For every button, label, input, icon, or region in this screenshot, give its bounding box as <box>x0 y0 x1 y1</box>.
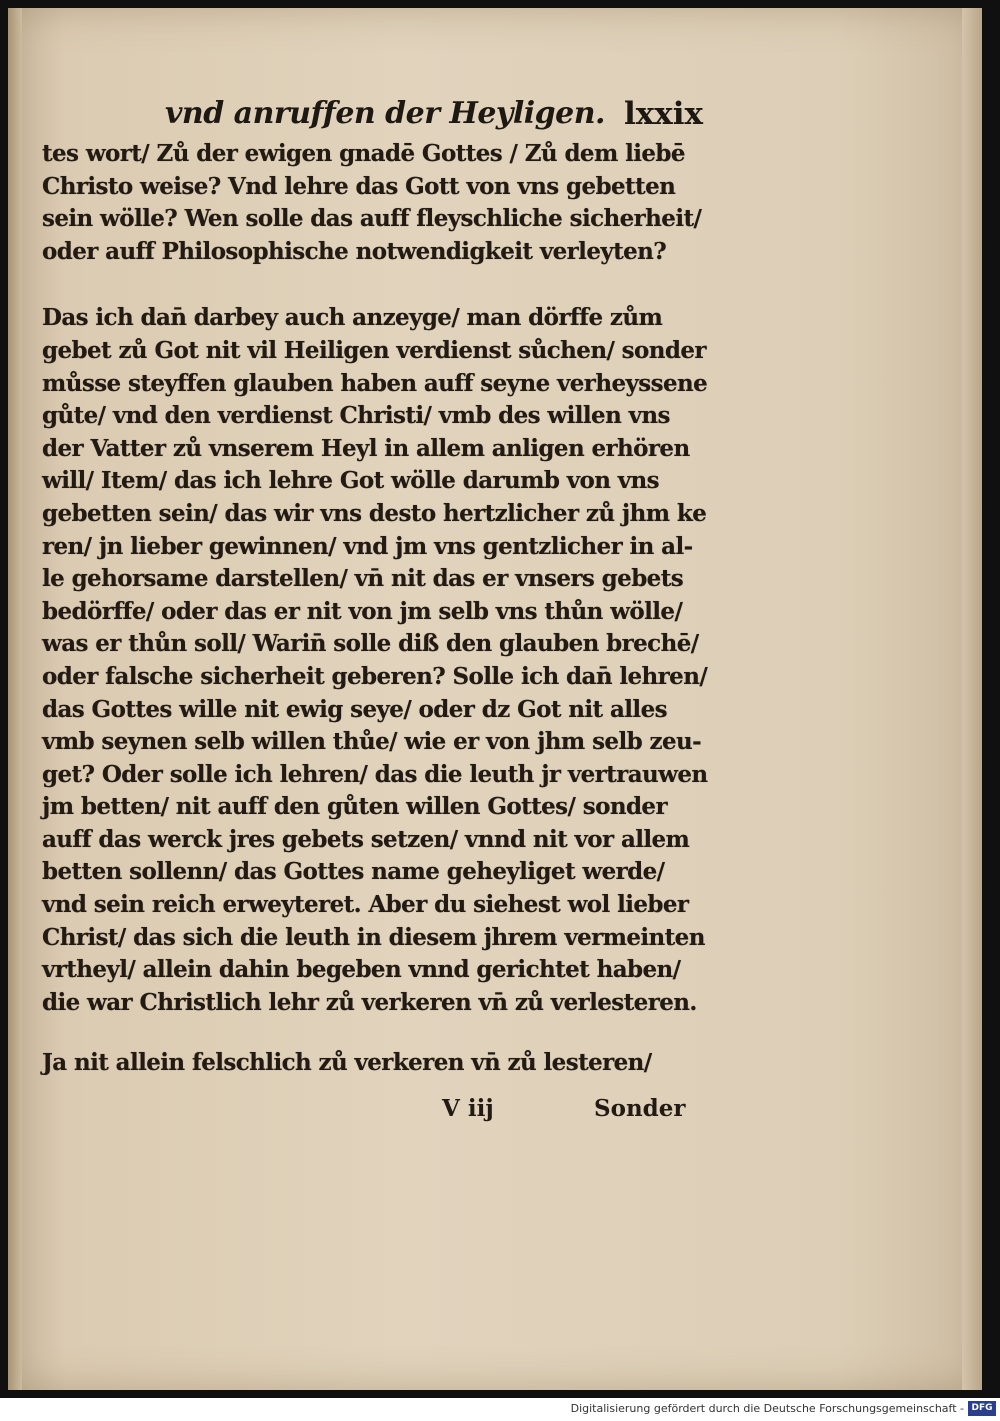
funding-credit: Digitalisierung gefördert durch die Deutsche Forschungsgemeinschaft - <box>570 1402 964 1415</box>
footer-bar <box>0 1398 1000 1421</box>
text-line: Christ/ das sich die leuth in diesem jhrem vermeinten <box>42 923 705 951</box>
text-line: bedörffe/ oder das er nit von jm selb vns thůn wölle/ <box>42 597 683 625</box>
text-line: le gehorsame darstellen/ vn̄ nit das er vnsers gebets <box>42 565 684 593</box>
text-line: Das ich dan̄ darbey auch anzeyge/ man dörffe zům <box>42 304 663 332</box>
text-line: die war Christlich lehr zů verkeren vn̄ zů verlesteren. <box>42 988 697 1016</box>
text-line: Christo weise? Vnd lehre das Gott von vns gebetten <box>42 172 676 200</box>
page-fore-edge <box>962 8 982 1390</box>
text-line: ren/ jn lieber gewinnen/ vnd jm vns gentzlicher in al- <box>42 532 693 560</box>
paragraph-gap <box>42 268 722 302</box>
text-line: gebet zů Got nit vil Heiligen verdienst sůchen/ sonder <box>42 336 706 364</box>
text-line: will/ Item/ das ich lehre Got wölle darumb von vns <box>42 467 660 495</box>
text-line: můsse steyffen glauben haben auff seyne verheyssene <box>42 369 708 397</box>
paragraph-3 <box>42 1047 722 1080</box>
text-line: gůte/ vnd den verdienst Christi/ vmb des willen vns <box>42 402 670 430</box>
body-text <box>42 138 722 1080</box>
text-line: das Gottes wille nit ewig seye/ oder dz Got nit alles <box>42 695 667 723</box>
text-line: auff das werck jres gebets setzen/ vnnd nit vor allem <box>42 825 690 853</box>
paragraph-2 <box>42 302 722 1019</box>
paragraph-gap <box>42 1019 722 1047</box>
text-line: oder auff Philosophische notwendigkeit verleyten? <box>42 237 667 265</box>
dfg-logo-icon: DFG <box>968 1401 996 1416</box>
text-line: oder falsche sicherheit geberen? Solle ich dan̄ lehren/ <box>42 662 708 690</box>
text-line: vrtheyl/ allein dahin begeben vnnd gerichtet haben/ <box>42 956 681 984</box>
paragraph-1 <box>42 138 722 268</box>
text-line: get? Oder solle ich lehren/ das die leuth jr vertrauwen <box>42 760 708 788</box>
text-line: Ja nit allein felschlich zů verkeren vn̄ zů lesteren/ <box>42 1049 652 1077</box>
text-line: was er thůn soll/ Warin̄ solle diß den glauben brechē/ <box>42 630 699 658</box>
signature-mark: V iij <box>442 1095 494 1122</box>
page-gutter-edge <box>8 8 22 1390</box>
text-line: sein wölle? Wen solle das auff fleyschliche sicherheit/ <box>42 205 702 233</box>
catchword: Sonder <box>594 1095 686 1122</box>
catchline <box>442 1095 712 1131</box>
text-line: jm betten/ nit auff den gůten willen Gottes/ sonder <box>42 793 667 821</box>
text-line: der Vatter zů vnserem Heyl in allem anligen erhören <box>42 434 690 462</box>
running-title: vnd anruffen der Heyligen. <box>165 96 605 131</box>
text-line: vnd sein reich erweyteret. Aber du siehest wol lieber <box>42 891 689 919</box>
text-line: tes wort/ Zů der ewigen gnadē Gottes / Zů dem liebē <box>42 140 685 167</box>
text-line: betten sollenn/ das Gottes name geheyliget werde/ <box>42 858 665 886</box>
folio-number: lxxix <box>624 96 703 132</box>
text-line: vmb seynen selb willen thůe/ wie er von jhm selb zeu- <box>42 728 702 756</box>
text-line: gebetten sein/ das wir vns desto hertzlicher zů jhm ke <box>42 499 707 527</box>
